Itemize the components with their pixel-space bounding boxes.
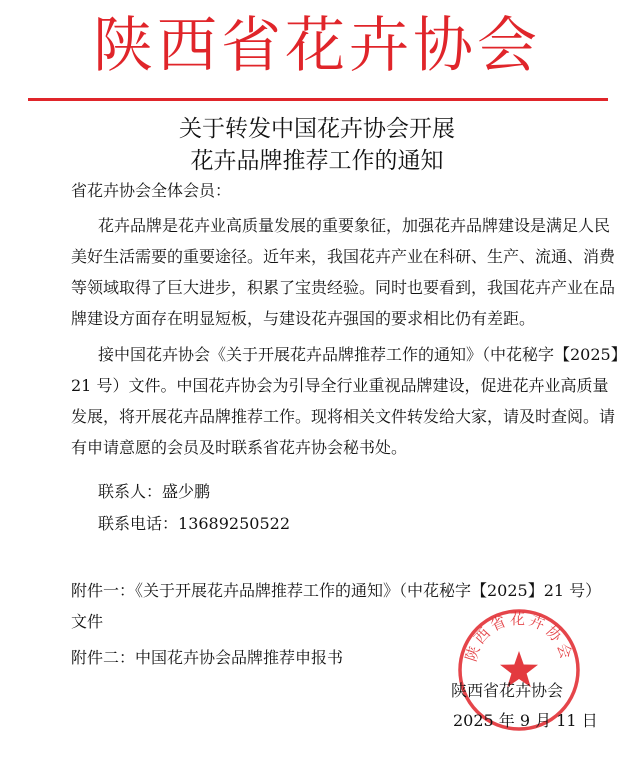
letterhead-title: 陕西省花卉协会 — [93, 11, 541, 81]
contact-person-label: 联系人： — [98, 482, 163, 501]
body-line: 牌建设方面存在明显短板，与建设花卉强国的要求相比仍有差距。 — [71, 309, 536, 328]
doc-title-line2: 花卉品牌推荐工作的通知 — [190, 148, 444, 174]
signature-date: 2025 年 9 月 11 日 — [453, 711, 598, 730]
contact-phone — [98, 513, 290, 535]
signature-org: 陕西省花卉协会 — [451, 681, 564, 700]
salutation: 省花卉协会全体会员： — [71, 181, 232, 200]
body-line: 花卉品牌是花卉业高质量发展的重要象征，加强花卉品牌建设是满足人民 — [98, 216, 611, 235]
doc-title-line1: 关于转发中国花卉协会开展 — [179, 116, 455, 142]
body-line: 等领域取得了巨大进步，积累了宝贵经验。同时也要看到，我国花卉产业在品 — [71, 278, 616, 297]
attachment-1-cont: 文件 — [71, 612, 104, 631]
attachment-1: 附件一：《关于开展花卉品牌推荐工作的通知》（中花秘字【2025】21 号） — [71, 581, 602, 600]
seal-text: 陕西省花卉协会 — [461, 609, 577, 664]
body-line: 有申请意愿的会员及时联系省花卉协会秘书处。 — [71, 438, 408, 457]
body-line: 21 号）文件。中国花卉协会为引导全行业重视品牌建设，促进花卉业高质量 — [71, 376, 609, 395]
contact-phone-number: 13689250522 — [178, 514, 290, 533]
body-line: 美好生活需要的重要途径。近年来，我国花卉产业在科研、生产、流通、消费 — [71, 247, 616, 266]
letterhead-rule — [28, 98, 608, 101]
body-line: 发展，将开展花卉品牌推荐工作。现将相关文件转发给大家，请及时查阅。请 — [71, 407, 616, 426]
contact-person — [98, 481, 210, 503]
body-line: 接中国花卉协会《关于开展花卉品牌推荐工作的通知》（中花秘字【2025】 — [98, 345, 627, 364]
contact-phone-label: 联系电话： — [98, 514, 179, 533]
contact-person-name: 盛少鹏 — [162, 482, 211, 501]
attachment-2: 附件二：中国花卉协会品牌推荐申报书 — [71, 648, 344, 667]
